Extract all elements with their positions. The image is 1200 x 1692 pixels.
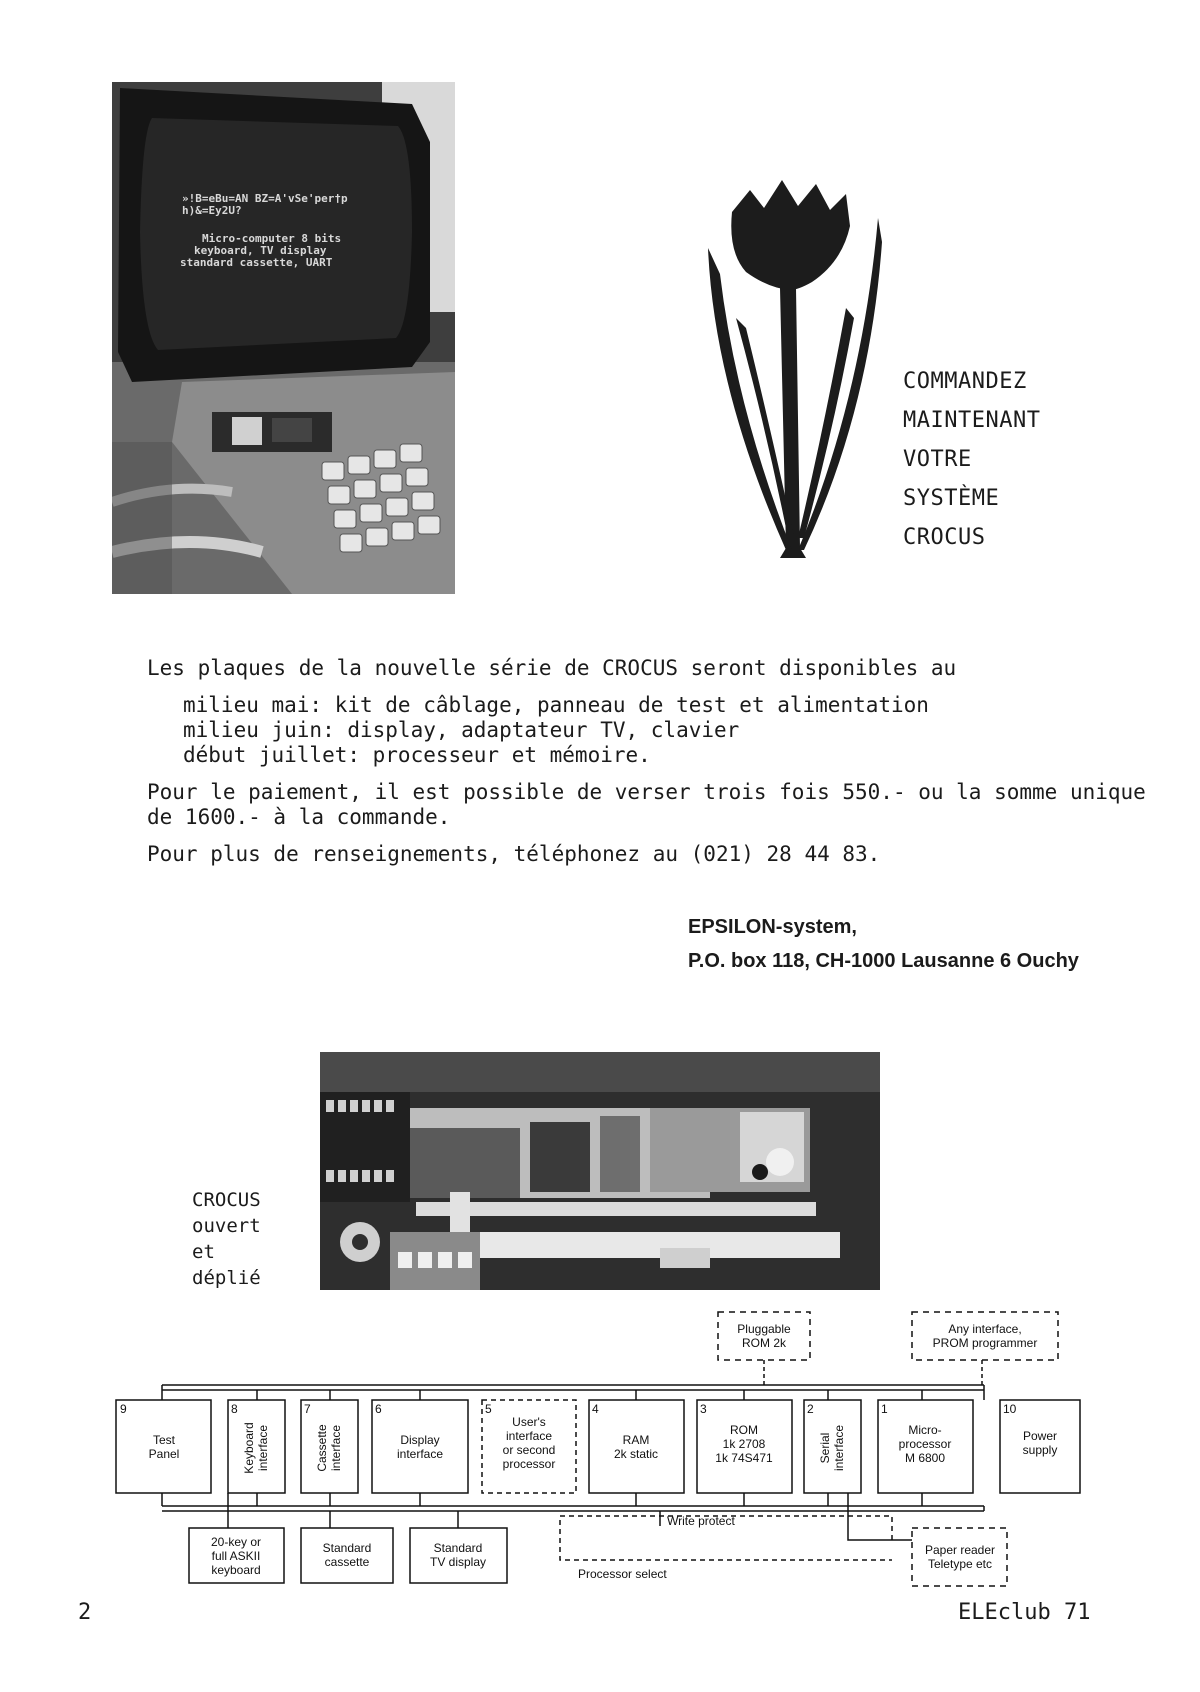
availability-item: milieu mai: kit de câblage, panneau de test et alimentation [183,693,929,717]
caption-line: et [192,1241,215,1263]
module-label: Power [1022,1429,1058,1443]
write-protect-label: Write protect [667,1514,735,1528]
module-label: interface [396,1447,444,1461]
tv-label: TV display [429,1555,487,1569]
caption-line: CROCUS [192,1189,261,1211]
payment-paragraph [147,780,1146,830]
payment-line: de 1600.- à la commande. [147,805,451,829]
svg-text:h)&=Ey2U?: h)&=Ey2U? [182,204,242,217]
monitor-photo [112,82,455,594]
module-label: interface [832,1424,846,1472]
cassette-label: cassette [324,1555,370,1569]
slogan-line: CROCUS [903,525,986,550]
module-number: 10 [1003,1402,1017,1416]
module-label: interface [329,1424,343,1472]
keyboard-label: keyboard [211,1563,261,1577]
pluggable-rom-label: ROM 2k [741,1336,787,1350]
module-label: User's [512,1415,546,1429]
info-paragraph: Pour plus de renseignements, téléphonez au (021) 28 44 83. [147,842,881,866]
module-label: interface [505,1429,553,1443]
slogan-line: MAINTENANT [903,408,1041,433]
crocus-flower-illustration [706,178,882,564]
module-label: Display [400,1433,440,1447]
module-number: 5 [485,1402,492,1416]
paper-reader-label: Paper reader [924,1543,996,1557]
module-label: Micro- [908,1423,942,1437]
company-address [688,910,1079,978]
caption-line: déplié [192,1267,261,1289]
availability-item: début juillet: processeur et mémoire. [183,743,651,767]
module-label: ROM [730,1423,758,1437]
order-slogan [903,362,1040,557]
module-label: processor [898,1437,952,1451]
any-interface-label: PROM programmer [932,1336,1038,1350]
slogan-line: COMMANDEZ [903,369,1027,394]
module-number: 9 [120,1402,127,1416]
screen-line-3: standard cassette, UART [180,256,333,269]
magazine-issue: ELEclub 71 [958,1600,1091,1625]
module-label: Cassette [315,1424,329,1472]
cassette-label: Standard [322,1541,372,1555]
module-number: 6 [375,1402,382,1416]
processor-select-label: Processor select [578,1567,667,1581]
module-label: interface [256,1424,270,1472]
caption-line: ouvert [192,1215,261,1237]
tv-label: Standard [433,1541,483,1555]
module-label: processor [502,1457,556,1471]
screen-line-1: Micro-computer 8 bits [202,232,342,245]
availability-item: milieu juin: display, adaptateur TV, clavier [183,718,740,742]
module-label: Test [152,1433,176,1447]
system-block-diagram [0,1300,1200,1600]
pluggable-rom-label: Pluggable [737,1322,791,1336]
module-number: 3 [700,1402,707,1416]
module-label: supply [1022,1443,1058,1457]
module-label: Serial [818,1432,832,1464]
module-number: 4 [592,1402,599,1416]
announcement-text [147,656,1146,879]
module-label: or second [502,1443,556,1457]
module-number: 8 [231,1402,238,1416]
intro-paragraph: Les plaques de la nouvelle série de CROCUS seront disponibles au [147,656,957,680]
module-number: 1 [881,1402,888,1416]
crocus-open-photo [320,1052,880,1290]
slogan-line: VOTRE [903,447,972,472]
module-number: 7 [304,1402,311,1416]
paper-reader-label: Teletype etc [927,1557,993,1571]
module-label: 1k 74S471 [715,1451,773,1465]
svg-text:»!B=eBu=AN BZ=A'vSe'per†p: »!B=eBu=AN BZ=A'vSe'per†p [182,192,348,205]
module-label: 2k static [613,1447,659,1461]
keyboard-label: full ASKII [211,1549,261,1563]
module-label: Panel [148,1447,180,1461]
availability-list [183,693,1137,768]
payment-line: Pour le paiement, il est possible de verser trois fois 550.- ou la somme unique [147,780,1146,804]
page-number: 2 [78,1600,92,1625]
company-name: EPSILON-system, [688,916,857,938]
slogan-line: SYSTÈME [903,486,1000,511]
module-label: Keyboard [242,1422,256,1474]
module-number: 2 [807,1402,814,1416]
module-label: RAM [622,1433,650,1447]
keyboard-label: 20-key or [210,1535,262,1549]
photo-caption [192,1187,261,1291]
any-interface-label: Any interface, [948,1322,1022,1336]
postal-address: P.O. box 118, CH-1000 Lausanne 6 Ouchy [688,950,1079,972]
screen-line-2: keyboard, TV display [194,244,327,257]
module-label: M 6800 [904,1451,946,1465]
module-label: 1k 2708 [722,1437,766,1451]
